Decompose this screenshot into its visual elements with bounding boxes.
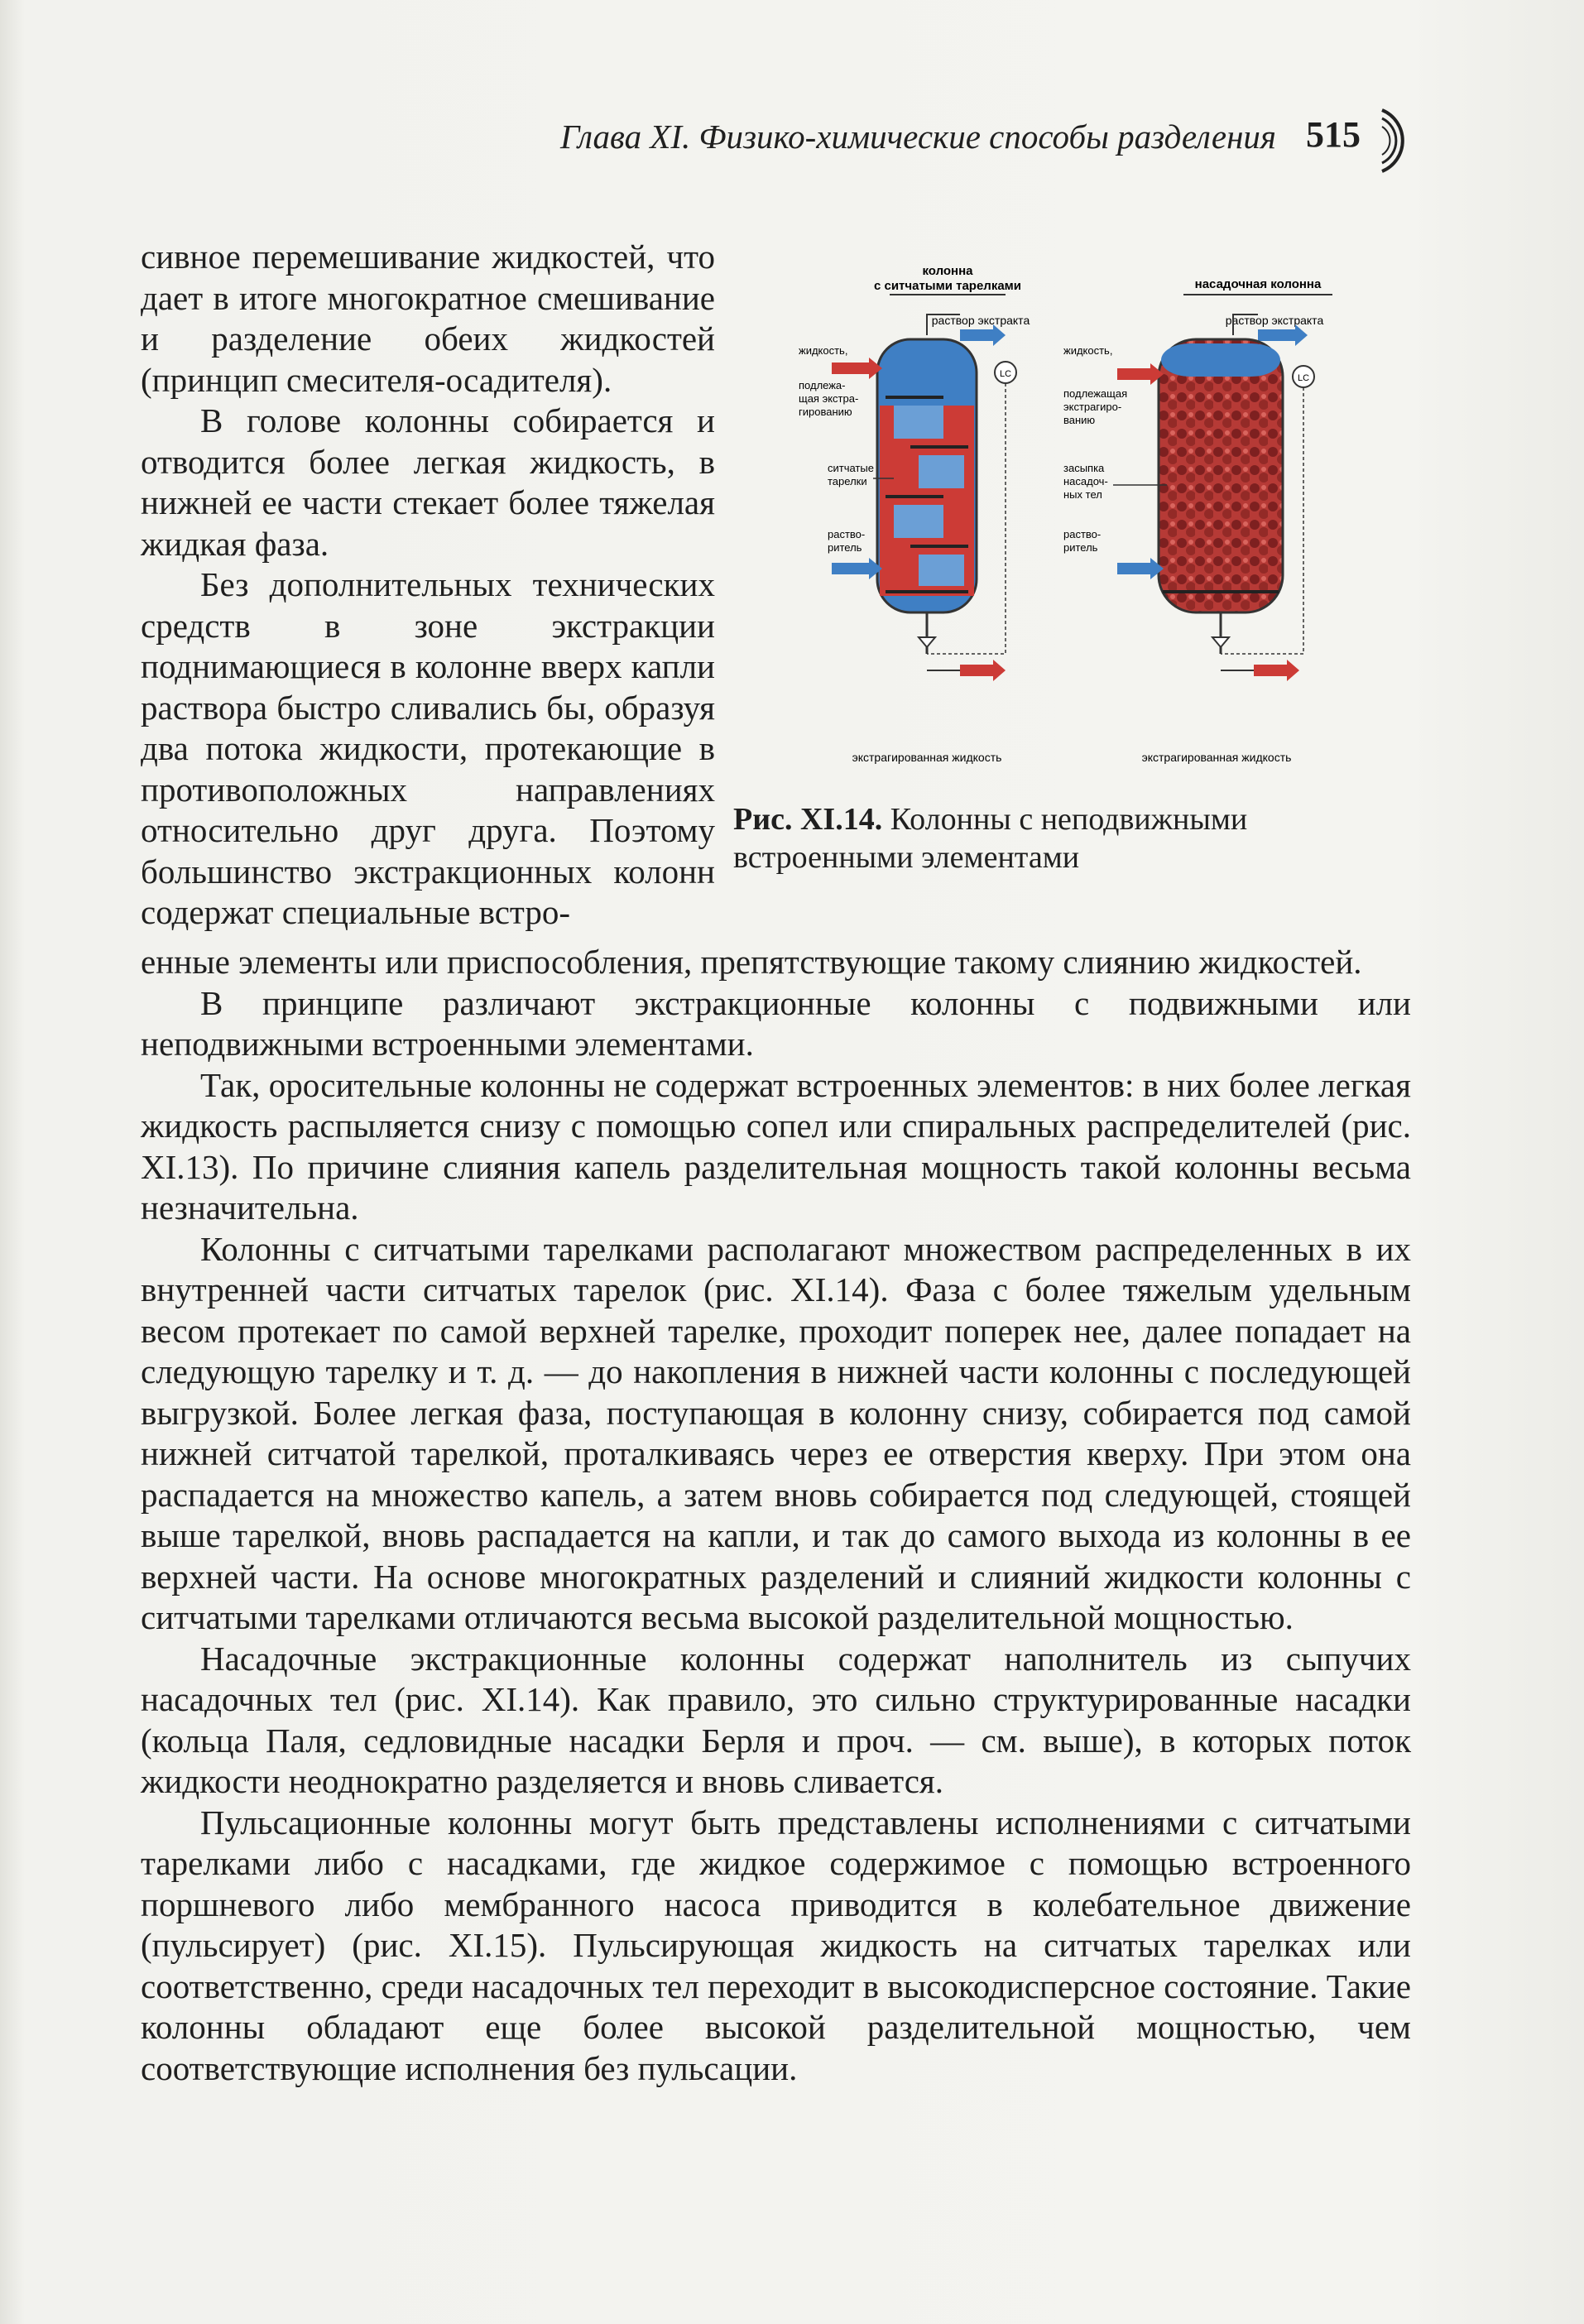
left-column-title: колонна — [922, 265, 973, 278]
caption-text: Колонны с неподвижными встроенными элементами — [733, 802, 1248, 875]
paragraph: Так, оросительные колонны не содержат встроенных элементов: в них более легкая жидкость распыляется снизу с помощью сопел или спиральных распределителей (рис. XI.13). По причине слияния капель разделительная мощность такой колонны весьма незначительна. — [141, 1065, 1411, 1227]
left-liquid-label-3: щая экстра- — [799, 392, 859, 405]
caption-label: Рис. XI.14. — [733, 802, 883, 837]
paragraph: Колонны с ситчатыми тарелками располагают множеством распределенных в их внутренней части ситчатых тарелок (рис. XI.14). Фаза с более тяжелым удельным весом протекает по самой верхней тарелке, проходит поперек нее, далее попадает на следующую тарелку и т. д. — до накопления в нижней части колонны с последующей выгрузкой. Более легкая фаза, поступающая в колонну снизу, собирается под самой нижней ситчатой тарелкой, проталкиваясь через ее отверстия кверху. При этом она распадается на множество капель, а затем вновь собирается под следующей, стоящей выше тарелкой, вновь распадается на капли, и так до самого выхода из колонны в ее верхней части. На основе многократных разделений и слияний жидкости колонны с ситчатыми тарелками отличаются весьма высокой разделительной мощностью. — [141, 1229, 1411, 1636]
right-liquid-label-3: экстрагиро- — [1063, 401, 1122, 413]
chapter-title: Глава XI. Физико-химические способы разделения — [560, 118, 1276, 156]
page-number: 515 — [1306, 114, 1361, 155]
paragraph: енные элементы или приспособления, препятствующие такому слиянию жидкостей. — [141, 943, 1362, 981]
right-level-control-label: LC — [1297, 373, 1310, 383]
packing-label-3: ных тел — [1063, 488, 1102, 501]
paragraph: В голове колонны собирается и отводится более легкая жидкость, в нижней ее части стекает более тяжелая жидкая фаза. — [141, 401, 715, 563]
left-liquid-label-1: жидкость, — [799, 344, 848, 357]
left-column-subtitle: с ситчатыми тарелками — [873, 279, 1022, 293]
running-header — [0, 112, 1584, 178]
packed-column — [1063, 277, 1332, 681]
left-solvent-label-2: ритель — [828, 541, 862, 554]
paragraph: Пульсационные колонны могут быть представлены исполнениями с ситчатыми тарелками либо с насадками, где жидкое содержимое с помощью встроенного поршневого либо мембранного насоса приводится в колебательное движение (пульсирует) (рис. XI.15). Пульсирующая жидкость на ситчатых тарелках или соответственно, среди насадочных тел переходит в высокодисперсное состояние. Такие колонны обладают еще более высокой разделительной мощностью, чем соответствующие исполнения без пульсации. — [141, 1803, 1411, 2087]
full-width-text — [141, 942, 1411, 2089]
left-outlet-label: экстрагированная жидкость — [852, 751, 1002, 764]
left-liquid-label-4: гированию — [799, 406, 852, 418]
paragraph: Насадочные экстракционные колонны содержат наполнитель из сыпучих насадочных тел (рис. XI.14). Как правило, это сильно структурированные насадки (кольца Паля, седловидные насадки Берля и проч. — см. выше), в которых поток жидкости неоднократно разделяется и вновь сливается. — [141, 1639, 1411, 1800]
left-liquid-label-2: подлежа- — [799, 379, 846, 391]
right-outlet-label: экстрагированная жидкость — [1141, 751, 1292, 764]
paragraph: Без дополнительных технических средств в зоне экстракции поднимающиеся в колонне вверх капли раствора быстро сливались бы, образуя два потока жидкости, протекающие в противоположных направлениях относительно друг друга. Поэтому большинство экстракционных колонн содержат специальные встро- — [141, 565, 715, 931]
right-liquid-label-2: подлежащая — [1063, 387, 1128, 400]
right-solvent-label-1: раство- — [1063, 528, 1102, 540]
left-column-text — [141, 237, 715, 934]
right-liquid-label-4: ванию — [1063, 414, 1096, 426]
right-solvent-label-2: ритель — [1063, 541, 1098, 554]
sieve-tray-column — [799, 265, 1030, 681]
figure-caption — [733, 800, 1412, 876]
left-level-control-label: LC — [999, 369, 1012, 379]
left-extract-label: раствор экстракта — [931, 314, 1030, 327]
sieve-trays-label-1: ситчатые — [828, 462, 874, 474]
packing-label-1: засыпка — [1063, 462, 1105, 474]
right-liquid-label-1: жидкость, — [1063, 344, 1113, 357]
paragraph: В принципе различают экстракционные колонны с подвижными или неподвижными встроенными элементами. — [141, 983, 1411, 1063]
page-ornament-icon — [1374, 103, 1423, 178]
right-column-title: насадочная колонна — [1194, 277, 1322, 291]
right-extract-label: раствор экстракта — [1225, 314, 1324, 327]
figure-xi-14 — [794, 265, 1407, 778]
sieve-trays-label-2: тарелки — [828, 475, 867, 487]
paragraph: сивное перемешивание жидкостей, что дает в итоге многократное смешивание и разделение обеих жидкостей (принцип смесителя-осадителя). — [141, 238, 715, 399]
packing-label-2: насадоч- — [1063, 475, 1108, 487]
left-solvent-label-1: раство- — [828, 528, 866, 540]
